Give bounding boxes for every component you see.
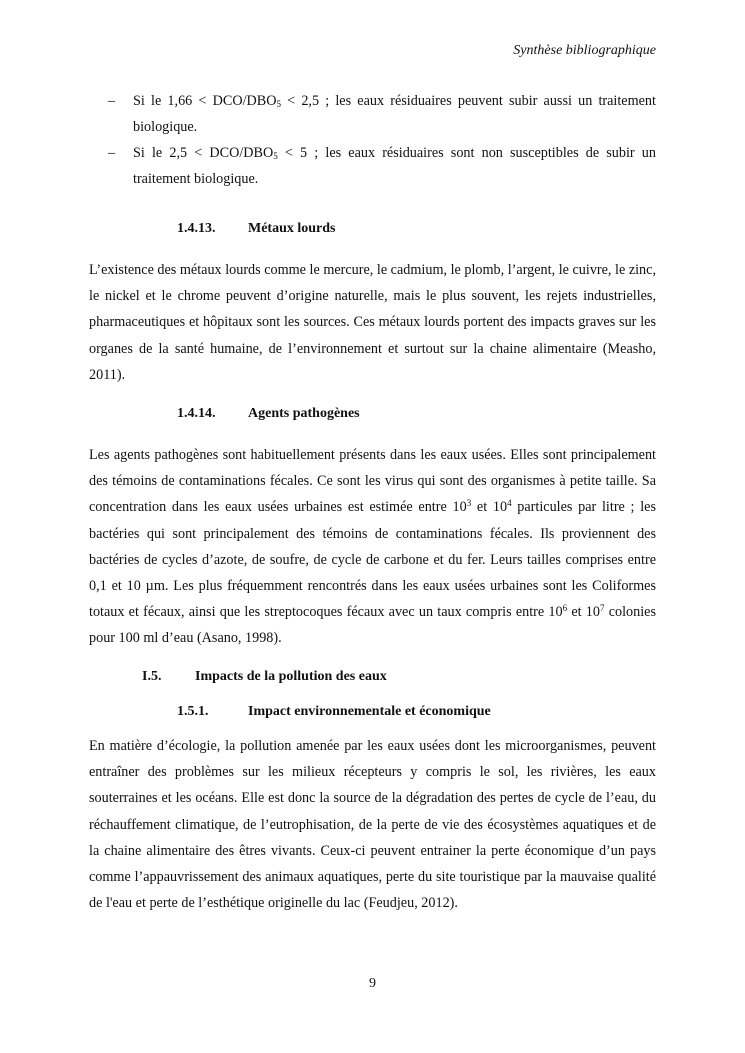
superscript: 4 [507, 498, 512, 509]
heading-agents-pathogenes [177, 406, 360, 422]
text-run: et 10 [471, 499, 508, 516]
paragraph-agents-pathogenes [89, 442, 656, 652]
bullet-item [108, 140, 656, 192]
text-run: colonies pour 100 ml d’eau (Asano, 1998). [89, 604, 656, 647]
heading-number: 1.4.13. [177, 221, 216, 236]
page-number: 9 [369, 976, 376, 991]
text-run: Les agents pathogènes sont habituellement présents dans les eaux usées. Elles sont principalement des témoins de contaminations fécales. Ce sont les virus qui sont des organismes à petite taille. Sa concentration dans les eaux usées urbaines est estimée entre 10 [89, 447, 656, 516]
bullet-text-end: < 5 ; les eaux résiduaires sont non susceptibles de subir un traitement biologique. [133, 145, 656, 187]
bullet-text-start: Si le 2,5 < DCO/DBO [133, 145, 274, 161]
paragraph-metaux-lourds [89, 257, 656, 388]
bullet-dash: – [108, 93, 116, 109]
subscript: 5 [273, 151, 278, 161]
heading-title: Impact environnementale et économique [248, 704, 491, 719]
heading-metaux-lourds [177, 221, 336, 237]
heading-number: 1.5.1. [177, 704, 209, 719]
superscript: 7 [599, 603, 605, 614]
paragraph-impact-environnemental [89, 733, 656, 916]
ratio-bullet-list [108, 88, 656, 192]
bullet-text-start: Si le 1,66 < DCO/DBO [133, 93, 277, 109]
bullet-dash: – [108, 145, 116, 161]
heading-title: Agents pathogènes [248, 406, 360, 421]
heading-title: Impacts de la pollution des eaux [195, 669, 387, 684]
paragraph-text: En matière d’écologie, la pollution amenée par les eaux usées dont les microorganismes, peuvent entraîner des problèmes sur les milieux récepteurs y compris le sol, les rivières, les eaux souterraines et les océans. Elle est donc la source de la dégradation des pertes de cycle de l’eau, du réchauffement climatique, de l’eutrophisation, de la perte de vie des écosystèmes aquatiques et de la chaine alimentaire des êtres vivants. Ceux-ci peuvent entrainer la perte économique d’un pays comme l’appauvrissement des animaux aquatiques, perte du site touristique par la mauvaise qualité de l'eau et perte de l’esthétique originelle du lac (Feudjeu, 2012). [89, 738, 656, 912]
superscript: 3 [466, 498, 472, 509]
heading-title: Métaux lourds [248, 221, 336, 236]
heading-impact-environnemental [177, 704, 491, 720]
text-run: et 10 [567, 604, 600, 621]
superscript: 6 [562, 603, 568, 614]
running-header: Synthèse bibliographique [513, 43, 656, 58]
bullet-text-end: < 2,5 ; les eaux résiduaires peuvent subir aussi un traitement biologique. [133, 93, 656, 135]
heading-number: I.5. [142, 669, 162, 684]
paragraph-text [89, 442, 656, 652]
heading-impacts-pollution [142, 669, 387, 685]
text-run: particules par litre ; les bactéries qui sont principalement des témoins de contaminations fécales. Ils proviennent des bactéries de cycles d’azote, de soufre, de cycle de carbone et du fer. Leurs tailles comprises entre 0,1 et 10 µm. Les plus fréquemment rencontrés dans les eaux usées urbaines sont les Coliformes totaux et fécaux, ainsi que les streptocoques fécaux avec un taux compris entre 10 [89, 499, 656, 621]
paragraph-text: L’existence des métaux lourds comme le mercure, le cadmium, le plomb, l’argent, le cuivre, le zinc, le nickel et le chrome peuvent d’origine naturelle, mais le plus souvent, les rejets industrielles, pharmaceutiques et hôpitaux sont les sources. Ces métaux lourds portent des impacts graves sur les organes de la santé humaine, de l’environnement et surtout sur la chaine alimentaire (Measho, 2011). [89, 262, 656, 383]
subscript: 5 [276, 99, 281, 109]
heading-number: 1.4.14. [177, 406, 216, 421]
bullet-item [108, 88, 656, 140]
